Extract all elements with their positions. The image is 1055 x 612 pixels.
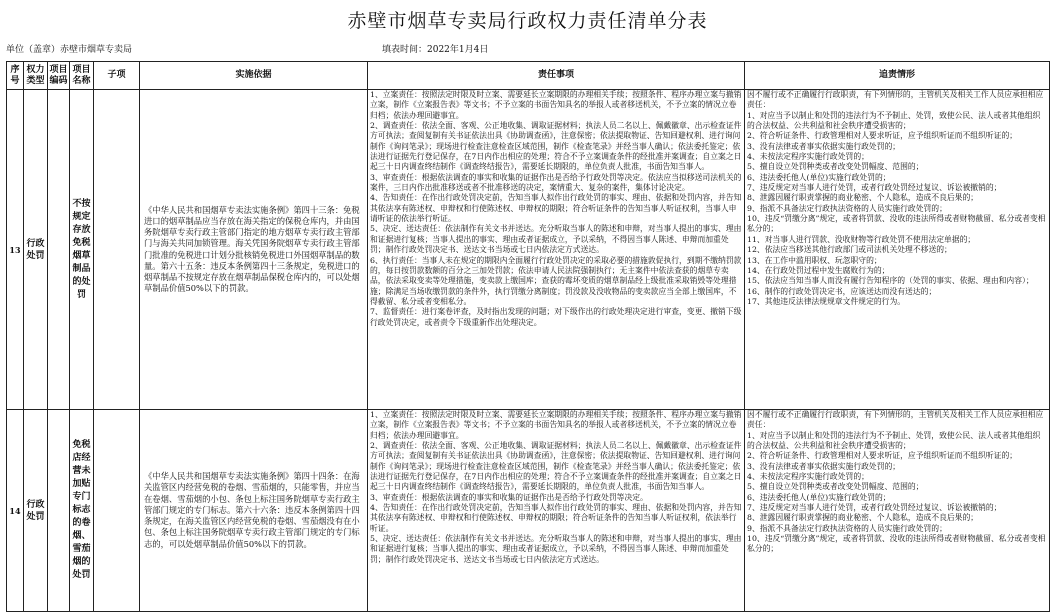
text-line: 8、泄露因履行职责掌握的商业秘密、个人隐私，造成不良后果的；	[747, 513, 979, 523]
text-line: 4、未按法定程序实施行政处罚的；	[747, 472, 869, 482]
text-line: 2、符合听证条件、行政管理相对人要求听证，应予组织听证而不组织听证的；	[747, 131, 1018, 141]
text-line: 4、未按法定程序实施行政处罚的；	[747, 152, 869, 162]
text-line: 8、泄露因履行职责掌握的商业秘密、个人隐私，造成不良后果的；	[747, 193, 979, 203]
table-row	[7, 90, 1050, 410]
text-line: 3、审查责任：根据依法调查的事实和收集的证据作出是否给予行政处罚等决定。	[370, 492, 648, 502]
text-line: 6、执行责任：当事人未在规定的期限内全面履行行政处罚决定的采取必要的措施敦促执行，到期不缴纳罚款的，每日按罚款数额的百分之三加处罚款；依法申请人民法院强制执行；无主案件中依法查获的烟草专卖品，依法采取变卖等处理措施，变卖款上缴国库；查获的霉坏变质的烟草制品经上级批准采取销毁等处理措施；除满足当场收缴罚款的条件外，执行罚缴分离制度；罚没款及没收物品的变卖款应当全部上缴国库，不得截留、私分或者变相私分。	[370, 255, 742, 306]
text-line: 14、在行政处罚过程中发生腐败行为的；	[747, 265, 890, 275]
row-name: 免税店经营未加贴专门标志的卷烟、雪茄烟的处罚	[70, 410, 94, 612]
text-line: 3、审查责任：根据依法调查的事实和收集的证据作出是否给予行政处罚等决定。依法应当拟移送司法机关的案件，三日内作出批准移送或者不批准移送的决定，案情重大、复杂的案件，集体讨论决定。	[370, 172, 742, 193]
fill-date: 填表时间：2022年1月4日	[382, 45, 489, 55]
row-liability	[745, 410, 1050, 612]
text-line: 10、违反“罚缴分离”规定，或者将罚款、没收的违法所得或者财物截留、私分或者变相私分的；	[747, 534, 1046, 554]
text-line: 5、擅自设立处罚种类或者改变处罚幅度、范围的；	[747, 162, 924, 172]
row-type: 行政处罚	[24, 410, 48, 612]
text-line: 9、指派不具备法定行政执法资格的人员实施行政处罚的；	[747, 523, 947, 533]
row-duty	[368, 90, 745, 410]
text-line: 因不履行或不正确履行行政职责，有下列情形的，主管机关及相关工作人员应承担相应责任：	[747, 410, 1044, 430]
text-line: 10、违反“罚缴分离”规定，或者将罚款、没收的违法所得或者财物截留、私分或者变相私分的；	[747, 214, 1046, 234]
header-liability: 追责情形	[745, 62, 1050, 90]
text-line: 11、对当事人进行罚款、没收财物等行政处罚不使用法定单据的；	[747, 234, 976, 244]
header-code: 项目编码	[48, 62, 70, 90]
text-line: 15、依法应当知当事人而没有履行告知程序的（处罚的事实、依据、理由和内容）；	[747, 276, 1034, 286]
text-line: 1、对应当予以制止和处罚的违法行为不予制止、处罚，致使公民、法人或者其他组织的合法权益、公共利益和社会秩序遭受损害的；	[747, 430, 1041, 451]
header-seq: 序号	[7, 62, 24, 90]
text-line: 1、立案责任：按照法定时限及时立案、需要延长立案期限的办理相关手续；按照条件、程序办理立案与撤销立案，制作《立案报告表》等文书；不予立案的书面告知具名的举报人或者移送机关，不予立案的情况立卷归档；依法办理回避事宜。	[370, 90, 742, 120]
liability-text	[747, 410, 1047, 611]
row-seq: 14	[7, 410, 24, 612]
header-name: 项目名称	[70, 62, 94, 90]
text-line: 2、调查责任：依法全面、客观、公正地收集、调取证据材料；执法人员二名以上、佩戴徽章、出示检查证件方可执法；查阅复制有关书证依法出具《协助调查函》，注意保密；依法提取物证、告知回避权利、进行询问制作《询问笔录》；现场进行检查注意检查区域范围，制作《检查笔录》并经当事人确认；依法委托鉴定；依法进行证据先行登记保存，在7日内作出相应的处理；符合不予立案调查条件的经批准并案调查；自立案之日起三十日内调查终结制作《调查终结报告》，需要延长期限的，单位负责人批准，书面告知当事人。	[370, 121, 742, 172]
text-line: 5、决定、送达责任：依法制作有关文书并送达。充分听取当事人的陈述和申辩，对当事人提出的事实、理由和证据进行复核；当事人提出的事实、理由或者证据成立，予以采纳，不得因当事人陈述、申辩而加重处罚；制作行政处罚决定书、送达文书当场或七日内依法定方式送达。	[370, 224, 742, 255]
unit-label: 单位（盖章）赤壁市烟草专卖局	[6, 45, 133, 55]
text-line: 6、违法委托他人(单位)实施行政处罚的；	[747, 492, 891, 502]
duty-text	[370, 90, 742, 409]
text-line: 1、对应当予以制止和处罚的违法行为不予制止、处罚，致使公民、法人或者其他组织的合法权益、公共利益和社会秩序遭受损害的；	[747, 110, 1041, 131]
text-line: 3、没有法律或者事实依据实施行政处罚的；	[747, 141, 901, 151]
text-line: 3、没有法律或者事实依据实施行政处罚的；	[747, 461, 901, 471]
text-line: 5、擅自设立处罚种类或者改变处罚幅度、范围的；	[747, 482, 924, 492]
text-line: 4、告知责任：在作出行政处罚决定前，告知当事人拟作出行政处罚的事实、理由、依据和处罚内容，并告知其依法享有陈述权、申辩权和行使陈述权、申辩权的期限；符合听证条件的告知当事人听证权利，当事人申请听证的依法举行听证。	[370, 193, 742, 224]
header-type: 权力类型	[24, 62, 48, 90]
row-sub	[94, 410, 140, 612]
responsibility-table	[6, 61, 1050, 612]
text-line: 1、立案责任：按照法定时限及时立案、需要延长立案期限的办理相关手续；按照条件、程序办理立案与撤销立案，制作《立案报告表》等文书；不予立案的书面告知具名的举报人或者移送机关，不予立案的情况立卷归档；依法办理回避事宜。	[370, 410, 742, 440]
text-line: 2、符合听证条件、行政管理相对人要求听证，应予组织听证而不组织听证的；	[747, 451, 1018, 461]
text-line: 2、调查责任：依法全面、客观、公正地收集、调取证据材料；执法人员二名以上、佩戴徽章、出示检查证件方可执法；查阅复制有关书证依法出具《协助调查函》，注意保密；依法提取物证、告知回避权利、进行询问制作《询问笔录》；现场进行检查注意检查区域范围，制作《检查笔录》并经当事人确认；依法委托鉴定；依法进行证据先行登记保存，在7日内作出相应的处理；符合不予立案调查条件的经批准并案调查；自立案之日起三十日内调查终结制作《调查终结报告》，需要延长期限的，单位负责人批准，书面告知当事人。	[370, 441, 742, 492]
liability-text	[747, 90, 1047, 409]
text-line: 6、违法委托他人(单位)实施行政处罚的；	[747, 172, 891, 182]
text-line: 13、在工作中滥用职权、玩忽职守的；	[747, 255, 882, 265]
header-duty: 责任事项	[368, 62, 745, 90]
text-line: 7、违反规定对当事人进行处罚，或者行政处罚经过复议、诉讼被撤销的；	[747, 183, 1002, 193]
text-line: 9、指派不具备法定行政执法资格的人员实施行政处罚的；	[747, 203, 947, 213]
header-sub: 子项	[94, 62, 140, 90]
text-line: 17、其他违反法律法规规章文件规定的行为。	[747, 296, 906, 306]
row-code	[48, 410, 70, 612]
text-line: 因不履行或不正确履行行政职责，有下列情形的，主管机关及相关工作人员应承担相应责任：	[747, 90, 1044, 110]
row-seq: 13	[7, 90, 24, 410]
table-header-row	[7, 62, 1050, 90]
row-code	[48, 90, 70, 410]
row-liability	[745, 90, 1050, 410]
row-duty	[368, 410, 745, 612]
row-name: 不按规定存放免税烟草制品的处罚	[70, 90, 94, 410]
text-line: 5、决定、送达责任：依法制作有关文书并送达。充分听取当事人的陈述和申辩，对当事人提出的事实、理由和证据进行复核；当事人提出的事实、理由或者证据成立，予以采纳，不得因当事人陈述、申辩而加重处罚；制作行政处罚决定书、送达文书当场或七日内依法定方式送达。	[370, 534, 742, 564]
row-basis: 《中华人民共和国烟草专卖法实施条例》第四十四条：在海关监管区内经营免税的卷烟、雪茄烟的，只能零售，并应当在卷烟、雪茄烟的小包、条包上标注国务院烟草专卖行政主管部门规定的专门标志。第六十六条：违反本条例第四十四条规定，在海关监管区内经营免税的卷烟、雪茄烟没有在小包、条包上标注国务院烟草专卖行政主管部门规定的专门标志的，可以处烟草制品价值50%以下的罚款。	[140, 410, 368, 612]
text-line: 16、制作的行政处罚决定书，应该送达而没有送达的；	[747, 286, 937, 296]
text-line: 7、违反规定对当事人进行处罚，或者行政处罚经过复议、诉讼被撤销的；	[747, 503, 1002, 513]
row-type: 行政处罚	[24, 90, 48, 410]
header-basis: 实施依据	[140, 62, 368, 90]
text-line: 4、告知责任：在作出行政处罚决定前，告知当事人拟作出行政处罚的事实、理由、依据和处罚内容，并告知其依法享有陈述权、申辩权和行使陈述权、申辩权的期限；符合听证条件的告知当事人听证权利，依法举行听证。	[370, 503, 742, 533]
text-line: 7、监督责任：进行案卷评查，及时指出发现的问题；对下级作出的行政处理决定进行审查，变更、撤销下级行政处罚决定，或者责令下级重新作出处理决定。	[370, 307, 742, 327]
row-sub	[94, 90, 140, 410]
document-title: 赤壁市烟草专卖局行政权力责任清单分表	[347, 10, 708, 32]
row-basis: 《中华人民共和国烟草专卖法实施条例》第四十三条：免税进口的烟草制品应当存放在海关指定的保税仓库内，并由国务院烟草专卖行政主管部门指定的地方烟草专卖行政主管部门与海关共同加锁管理。海关凭国务院烟草专卖行政主管部门批准的免税进口计划分批核销免税进口外国烟草制品的数量。第六十五条：违反本条例第四十三条规定，免税进口的烟草制品不按规定存放在烟草制品保税仓库内的，可以处烟草制品价值50%以下的罚款。	[140, 90, 368, 410]
duty-text	[370, 410, 742, 611]
table-row	[7, 410, 1050, 612]
text-line: 12、依法应当移送其他行政部门或司法机关处理不移送的；	[747, 245, 952, 255]
